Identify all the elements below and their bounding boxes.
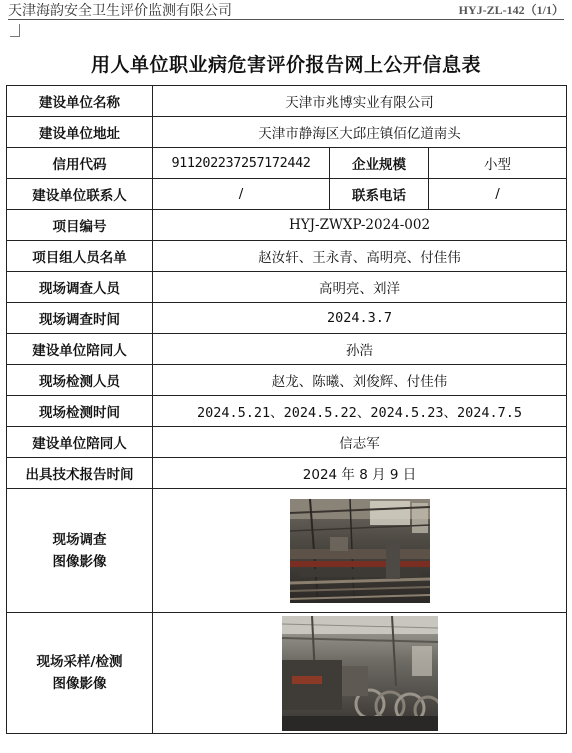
project-no-label: 项目编号	[7, 210, 153, 241]
row-survey-staff	[7, 272, 567, 303]
escort-2-label: 建设单位陪同人	[7, 427, 153, 458]
survey-image-label-line1: 现场调查	[52, 531, 107, 548]
row-report-time	[7, 458, 567, 489]
row-credit-code	[7, 148, 567, 179]
test-time-value: 2024.5.21、2024.5.22、2024.5.23、2024.7.5	[153, 396, 567, 427]
survey-staff-value: 高明亮、刘洋	[153, 272, 567, 303]
row-survey-image	[7, 489, 567, 613]
team-value: 赵汝轩、王永青、高明亮、付佳伟	[153, 241, 567, 272]
info-table	[6, 85, 567, 734]
test-image-label-line2: 图像影像	[52, 676, 107, 692]
escort-1-value: 孙浩	[153, 334, 567, 365]
corner-mark	[10, 24, 20, 37]
phone-value: /	[429, 179, 567, 210]
header-divider	[8, 19, 564, 20]
survey-image-cell	[153, 489, 567, 613]
survey-time-label: 现场调查时间	[7, 303, 153, 334]
row-escort-1	[7, 334, 567, 365]
sampling-site-photo	[282, 616, 438, 731]
unit-name-value: 天津市兆博实业有限公司	[153, 86, 567, 117]
enterprise-scale-value: 小型	[429, 148, 567, 179]
test-time-label: 现场检测时间	[7, 396, 153, 427]
row-project-no	[7, 210, 567, 241]
test-staff-value: 赵龙、陈曦、刘俊辉、付佳伟	[153, 365, 567, 396]
report-time-value: 2024 年 8 月 9 日	[153, 458, 567, 489]
credit-code-label: 信用代码	[7, 148, 153, 179]
enterprise-scale-label: 企业规模	[330, 148, 429, 179]
report-time-label: 出具技术报告时间	[7, 458, 153, 489]
contact-label: 建设单位联系人	[7, 179, 153, 210]
project-no-value: HYJ-ZWXP-2024-002	[153, 210, 567, 241]
survey-image-label	[7, 489, 153, 613]
row-contact	[7, 179, 567, 210]
test-image-label	[7, 613, 153, 734]
test-image-label-line1: 现场采样/检测	[36, 654, 123, 670]
row-escort-2	[7, 427, 567, 458]
row-unit-name	[7, 86, 567, 117]
unit-name-label: 建设单位名称	[7, 86, 153, 117]
phone-label: 联系电话	[330, 179, 429, 210]
survey-site-photo	[290, 499, 430, 603]
row-test-staff	[7, 365, 567, 396]
survey-staff-label: 现场调查人员	[7, 272, 153, 303]
row-team	[7, 241, 567, 272]
row-survey-time	[7, 303, 567, 334]
test-staff-label: 现场检测人员	[7, 365, 153, 396]
test-image-cell	[153, 613, 567, 734]
row-unit-address	[7, 117, 567, 148]
document-title: 用人单位职业病危害评价报告网上公开信息表	[90, 54, 481, 76]
company-name: 天津海韵安全卫生评价监测有限公司	[8, 3, 232, 19]
team-label: 项目组人员名单	[7, 241, 153, 272]
contact-value: /	[153, 179, 330, 210]
survey-image-label-line2: 图像影像	[52, 553, 107, 570]
escort-1-label: 建设单位陪同人	[7, 334, 153, 365]
document-code: HYJ-ZL-142（1/1）	[458, 3, 564, 17]
credit-code-value: 911202237257172442	[153, 148, 330, 179]
unit-address-value: 天津市静海区大邱庄镇佰亿道南头	[153, 117, 567, 148]
escort-2-value: 信志军	[153, 427, 567, 458]
survey-time-value: 2024.3.7	[153, 303, 567, 334]
unit-address-label: 建设单位地址	[7, 117, 153, 148]
row-test-time	[7, 396, 567, 427]
row-test-image	[7, 613, 567, 734]
